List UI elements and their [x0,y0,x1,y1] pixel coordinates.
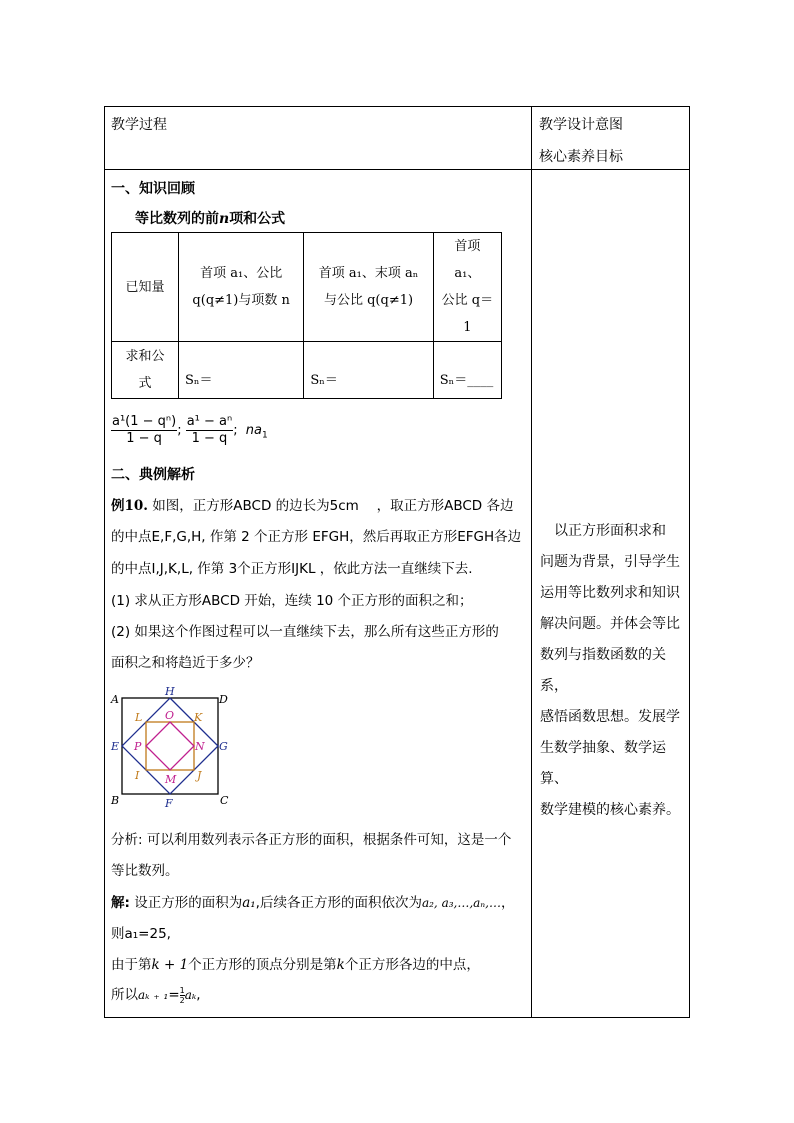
formula-subheading [135,208,285,228]
fraction-1-denominator: 1 − q [126,431,162,446]
example-line-3: 的中点I,J,K,L, 作第 3个正方形IJKL ，依此方法一直继续下去. [111,561,473,577]
solution-a1: a₁ [242,895,256,911]
example-line-1 [111,494,514,514]
header-core-literacy: 核心素养目标 [539,149,623,165]
nested-squares-figure [108,684,238,810]
col2-cell [304,233,433,342]
answer-fraction-2 [186,414,233,447]
question-1: (1) 求从正方形ABCD 开始，连续 10 个正方形的面积之和； [111,593,473,609]
label-b: B [111,794,120,807]
solution-text-2: ,后续各正方形的面积依次为 [255,895,422,911]
intent-line-4: 解决问题。并体会等比 [540,616,680,632]
example-line-2: 的中点E,F,G,H, 作第 2 个正方形 EFGH，然后再取正方形EFGH各边 [111,529,522,545]
col3-cell [433,233,501,342]
answer-formulas [111,414,268,447]
label-o: O [165,709,175,722]
label-f: F [165,797,173,810]
section-examples-heading: 二、典例解析 [111,467,195,483]
fraction-2-numerator: a¹ − aⁿ [186,414,233,429]
intent-line-5: 数列与指数函数的关系， [540,647,666,694]
column-divider [531,106,532,1018]
col1-cell [178,233,303,342]
answer-fraction-1 [111,414,177,447]
solution-sequence: a₂, a₃,…,aₙ,… [421,896,501,910]
sum-formula-table [111,232,502,399]
sum-cell-3-text: Sₙ＝____ [439,373,494,388]
intent-line-8: 数学建模的核心素养。 [540,802,680,818]
question-2-line1: (2) 如果这个作图过程可以一直继续下去，那么所有这些正方形的 [111,624,499,640]
col1-line1: 首项 a₁、公比 [200,266,283,281]
half-denominator: 2 [179,995,185,1005]
known-label-cell [112,233,179,342]
solution-line-2: 则a₁=25, [111,926,171,942]
solution-a-k: aₖ [184,988,197,1002]
solution-text-1: 设正方形的面积为 [129,895,243,911]
col2-line2: 与公比 q(q≠1) [323,293,414,308]
solution-l3-mid: 个正方形的顶点分别是第 [188,957,337,973]
sum-label-line1: 求和公 [125,349,165,364]
solution-l3-post: 个正方形各边的中点， [344,957,480,973]
solution-label: 解: [111,895,130,911]
sum-label-line2: 式 [138,376,152,391]
header-teaching-process: 教学过程 [111,117,167,133]
col3-line3: 公比 q＝ [441,293,494,308]
solution-k-plus-1: k + 1 [151,957,189,973]
separator-2: ; [233,423,238,438]
intent-line-6: 感悟函数思想。发展学 [540,709,680,725]
example-text-1: 如图，正方形ABCD 的边长为5cm ，取正方形ABCD 各边 [148,498,514,514]
square-mnop [146,722,194,770]
section-review-heading: 一、知识回顾 [111,181,195,197]
question-2-line2: 面积之和将趋近于多少？ [111,655,260,671]
label-a: A [111,693,119,706]
label-i: I [135,769,140,782]
label-m: M [165,773,177,786]
col3-line1: 首项 [454,239,481,254]
solution-line-3 [111,953,480,973]
sum-cell-3 [433,342,501,399]
sum-label-cell [112,342,179,399]
header-design-intent: 教学设计意图 [539,117,623,133]
col2-line1: 首项 a₁、末项 aₙ [318,266,419,281]
label-k: K [194,711,203,724]
label-g: G [219,740,228,753]
label-l: L [135,711,143,724]
known-label: 已知量 [125,279,165,295]
subheading-post: 项和公式 [229,211,286,227]
design-intent-text [540,516,690,826]
col1-line2: q(q≠1)与项数 n [192,293,290,308]
label-e: E [111,740,120,753]
col3-line2: a₁、 [454,266,481,281]
sum-cell-1 [178,342,303,399]
answer-3: na [245,423,262,438]
answer-3-subscript: 1 [261,430,268,441]
separator-1: ; [177,423,182,438]
square-ijkl [146,722,194,770]
solution-line-1 [111,891,515,911]
analysis-line-1: 分析: 可以利用数列表示各正方形的面积，根据条件可知，这是一个 [111,832,512,848]
label-h: H [165,685,175,698]
solution-text-3: ， [501,895,515,911]
label-p: P [134,740,142,753]
header-divider [104,169,690,170]
solution-k: k [336,957,345,973]
label-c: C [220,794,229,807]
intent-line-1: 以正方形面积求和 [540,523,666,539]
solution-l4-end: , [196,987,201,1003]
sum-cell-2 [304,342,433,399]
subheading-n: n [219,211,230,227]
solution-equals: = [168,987,180,1003]
intent-line-3: 运用等比数列求和知识 [540,585,680,601]
example-label: 例10. [111,498,148,514]
half-numerator: 1 [179,985,185,995]
label-n: N [195,740,205,753]
col3-line4: 1 [463,320,472,335]
sum-cell-1-text: Sₙ＝ [184,373,213,388]
label-j: J [197,769,202,782]
fraction-2-denominator: 1 − q [191,431,228,446]
subheading-pre: 等比数列的前 [135,211,219,227]
solution-a-k-plus-1: aₖ ₊ ₁ [138,988,169,1002]
solution-l4-pre: 所以 [111,987,138,1003]
fraction-1-numerator: a¹(1 − qⁿ) [112,414,177,429]
intent-line-7: 生数学抽象、数学运算、 [540,740,666,787]
solution-line-4 [111,983,201,1005]
intent-line-2: 问题为背景，引导学生 [540,554,680,570]
label-d: D [219,693,228,706]
analysis-line-2: 等比数列。 [111,863,179,879]
sum-cell-2-text: Sₙ＝ [310,373,338,388]
solution-l3-pre: 由于第 [111,957,152,973]
